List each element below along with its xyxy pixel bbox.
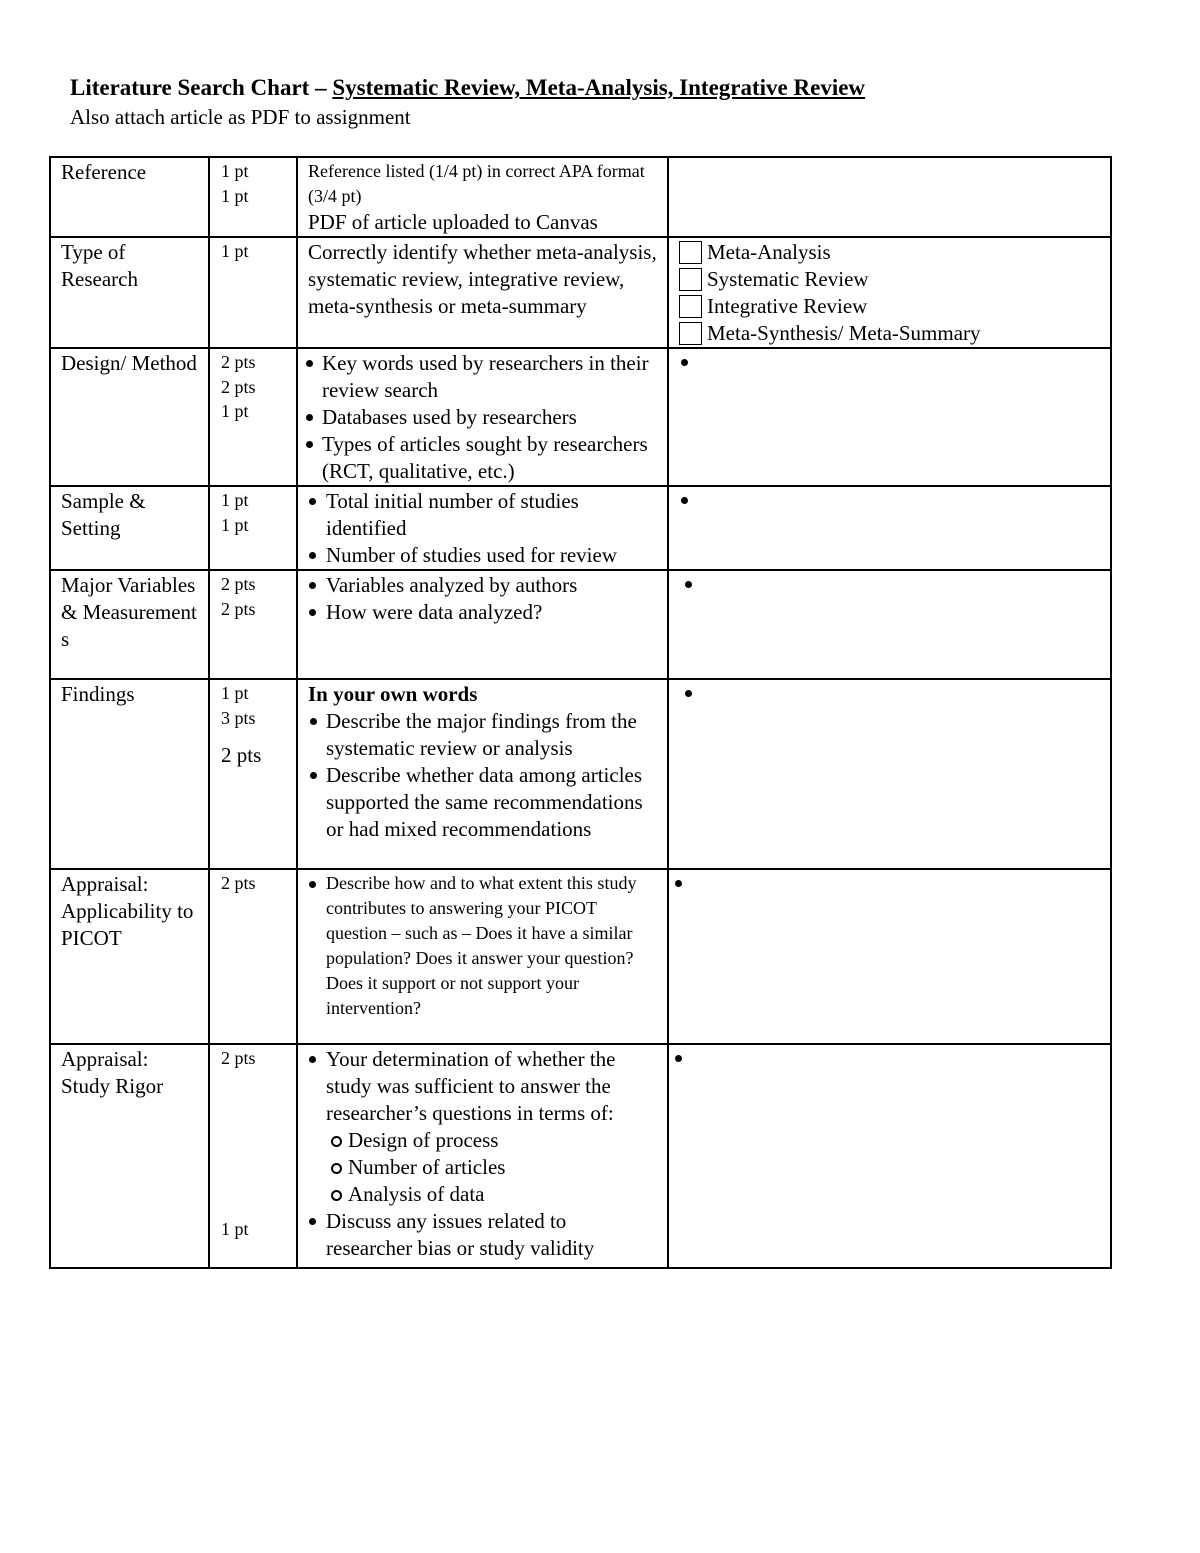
response-cell[interactable] (668, 157, 1111, 237)
requirement-bullet: Databases used by researchers (304, 404, 657, 431)
row-label: Major Variables & Measurements (50, 570, 209, 679)
points-cell (209, 869, 297, 1044)
requirement-bullet: How were data analyzed? (304, 599, 657, 626)
points-value: 2 pts (221, 873, 256, 893)
bullet-icon (675, 880, 682, 887)
points-value: 1 pt (221, 161, 249, 181)
requirement-bullet: Describe how and to what extent this study contributes to answering your PICOT question – such as – Does it have a similar population? Does it answer your question? Does it support or not support your intervention? (304, 871, 657, 1021)
table-row-applicability (50, 869, 1111, 1044)
bullet-icon (685, 690, 692, 697)
table-row-design-method (50, 348, 1111, 486)
sub-bullet: Design of process (326, 1127, 657, 1154)
table-row-study-rigor (50, 1044, 1111, 1268)
requirement-bullet: Discuss any issues related to researcher bias or study validity (304, 1208, 657, 1262)
checkbox-icon[interactable] (679, 295, 702, 318)
points-value: 1 pt (221, 683, 249, 703)
title-review-types: Systematic Review, Meta-Analysis, Integrative Review (332, 75, 866, 100)
row-label: Reference (50, 157, 209, 237)
points-cell (209, 570, 297, 679)
sub-bullet: Number of articles (326, 1154, 657, 1181)
points-value: 1 pt (221, 490, 249, 510)
points-cell (209, 679, 297, 869)
requirements-cell (297, 348, 668, 486)
table-row-type-of-research (50, 237, 1111, 348)
row-label: Type of Research (50, 237, 209, 348)
bullet-icon (681, 359, 688, 366)
option-label: Systematic Review (707, 267, 869, 291)
response-cell[interactable] (668, 1044, 1111, 1268)
requirement-bullet: Types of articles sought by researchers (RCT, qualitative, etc.) (304, 431, 657, 485)
requirements-cell (297, 486, 668, 570)
row-label: Findings (50, 679, 209, 869)
page-subtitle: Also attach article as PDF to assignment (70, 105, 411, 129)
points-value: 2 pts (221, 376, 256, 397)
points-value: 1 pt (221, 241, 249, 261)
requirement-bullet: Total initial number of studies identified (304, 488, 657, 542)
checkbox-icon[interactable] (679, 322, 702, 345)
bullet-icon (681, 497, 688, 504)
requirement-bullet: Describe whether data among articles supported the same recommendations or had mixed recommendations (308, 762, 657, 843)
row-label: Appraisal: Applicability to PICOT (50, 869, 209, 1044)
requirement-bullet (304, 1046, 657, 1208)
row-label: Design/ Method (50, 348, 209, 486)
points-value: 1 pt (221, 185, 249, 206)
response-cell[interactable] (668, 679, 1111, 869)
table-row-reference (50, 157, 1111, 237)
points-value: 3 pts (221, 707, 256, 728)
requirements-cell: Correctly identify whether meta-analysis, systematic review, integrative review, meta-synthesis or meta-summary (297, 237, 668, 348)
option-label: Integrative Review (707, 294, 868, 318)
requirements-cell (297, 869, 668, 1044)
table-row-major-variables (50, 570, 1111, 679)
title-prefix: Literature Search Chart – (70, 75, 333, 100)
points-value: 1 pt (221, 401, 249, 421)
bullet-icon (675, 1055, 682, 1062)
row-label: Sample & Setting (50, 486, 209, 570)
literature-search-table (49, 156, 1112, 1269)
option-meta-synthesis[interactable] (679, 320, 1100, 347)
points-cell (209, 486, 297, 570)
option-label: Meta-Analysis (707, 240, 831, 264)
points-cell (209, 157, 297, 237)
sub-bullet: Analysis of data (326, 1181, 657, 1208)
requirement-text: Reference listed (1/4 pt) in correct APA format (3/4 pt) (308, 161, 645, 206)
points-value: 2 pts (221, 1048, 256, 1068)
row-label: Appraisal: Study Rigor (50, 1044, 209, 1268)
findings-heading: In your own words (308, 682, 478, 706)
points-value: 2 pts (221, 574, 256, 594)
requirement-bullet: Key words used by researchers in their review search (304, 350, 657, 404)
table-row-findings (50, 679, 1111, 869)
requirement-bullet: Variables analyzed by authors (304, 572, 657, 599)
requirements-cell (297, 679, 668, 869)
option-label: Meta-Synthesis/ Meta-Summary (707, 321, 981, 345)
response-cell[interactable] (668, 570, 1111, 679)
option-systematic-review[interactable] (679, 266, 1100, 293)
checkbox-icon[interactable] (679, 241, 702, 264)
response-cell (668, 237, 1111, 348)
checkbox-icon[interactable] (679, 268, 702, 291)
title-block (70, 72, 1150, 130)
points-value: 1 pt (221, 514, 249, 535)
requirement-text: PDF of article uploaded to Canvas (308, 210, 598, 234)
requirement-bullet: Describe the major findings from the systematic review or analysis (308, 708, 657, 762)
points-value: 2 pts (221, 743, 262, 767)
points-cell (209, 1044, 297, 1268)
requirements-cell (297, 157, 668, 237)
bullet-icon (685, 581, 692, 588)
option-meta-analysis[interactable] (679, 239, 1100, 266)
points-value: 1 pt (221, 1218, 249, 1239)
requirement-text: Your determination of whether the study was sufficient to answer the researcher’s questions in terms of: (326, 1047, 616, 1125)
points-cell (209, 237, 297, 348)
table-row-sample-setting (50, 486, 1111, 570)
requirements-cell (297, 570, 668, 679)
response-cell[interactable] (668, 348, 1111, 486)
points-cell (209, 348, 297, 486)
requirements-cell (297, 1044, 668, 1268)
requirement-bullet: Number of studies used for review (304, 542, 657, 569)
points-value: 2 pts (221, 598, 256, 619)
response-cell[interactable] (668, 486, 1111, 570)
points-value: 2 pts (221, 352, 256, 372)
option-integrative-review[interactable] (679, 293, 1100, 320)
response-cell[interactable] (668, 869, 1111, 1044)
page-title (70, 72, 1150, 104)
